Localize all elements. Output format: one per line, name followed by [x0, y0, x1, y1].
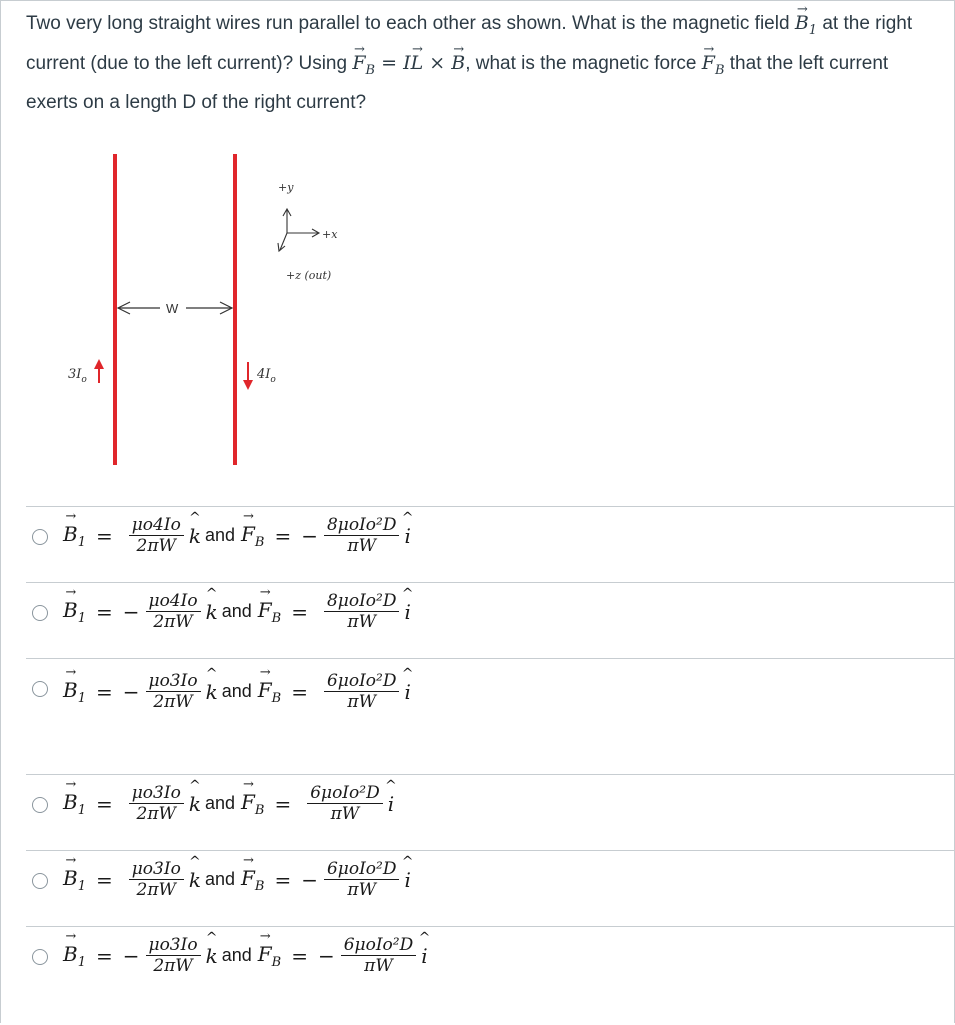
left-current-arrow-icon [94, 359, 104, 383]
answer-radio[interactable] [32, 873, 48, 889]
right-current-arrow-icon [243, 362, 253, 390]
b1-symbol: → $B_1$ [795, 12, 817, 34]
answer-option[interactable] [26, 774, 955, 851]
answer-option[interactable] [26, 658, 955, 775]
left-current-label: $3I_o$ [68, 367, 87, 385]
question-end: that the left current exerts on a length D of the right current? [26, 52, 889, 113]
answer-equation: → $B_1$ = $\frac{\mu o4Io}{2\pi W}$ ^ k and → $F_B$ = − $\frac{\text{8μoIo²D}}{\pi W}$ ^ i [63, 515, 411, 556]
answer-equation: → $B_1$ = − $\frac{\mu o3Io}{2\pi W}$ ^ k and → $F_B$ = − $\frac{\text{6μoIo²D}}{\pi W}$ ^ i [63, 935, 428, 976]
answer-radio[interactable] [32, 605, 48, 621]
question-intro: Two very long straight wires run parallel to each other as shown. What is the magnetic field [26, 13, 790, 34]
axis-x-label: +x [322, 228, 338, 241]
right-current-label: $4I_o$ [257, 367, 276, 385]
answer-equation: → $B_1$ = − $\frac{\mu o3Io}{2\pi W}$ ^ k and → $F_B$ = $\frac{\text{6μoIo²D}}{\pi W}$ ^ i [63, 671, 411, 712]
answer-equation: → $B_1$ = $\frac{\mu o3Io}{2\pi W}$ ^ k and → $F_B$ = − $\frac{\text{6μoIo²D}}{\pi W}$ ^ i [63, 859, 411, 900]
answer-radio[interactable] [32, 797, 48, 813]
axes-icon [278, 209, 319, 251]
answer-equation: → $B_1$ = $\frac{\mu o3Io}{2\pi W}$ ^ k and → $F_B$ = $\frac{\text{6μoIo²D}}{\pi W}$ ^ i [63, 783, 394, 824]
wire-diagram [0, 140, 420, 480]
answer-option[interactable] [26, 582, 955, 659]
answer-radio[interactable] [32, 681, 48, 697]
force-formula: → $F_B = I\to L$ × → B [352, 52, 465, 74]
answer-equation: → $B_1$ = − $\frac{\mu o4Io}{2\pi W}$ ^ k and → $F_B$ = $\frac{\text{8μoIo²D}}{\pi W}$ ^ i [63, 591, 411, 632]
answer-radio[interactable] [32, 529, 48, 545]
question-mid2: , what is the magnetic force [465, 52, 697, 74]
answer-option[interactable] [26, 506, 955, 583]
answer-option[interactable] [26, 850, 955, 927]
answer-option[interactable] [26, 926, 955, 1025]
axis-y-label: +y [278, 181, 294, 194]
question-mid1: at the right current (due to the left current)? Using [26, 13, 913, 74]
fb-symbol: → $F_B$ [702, 52, 725, 74]
answer-radio[interactable] [32, 949, 48, 965]
axis-z-label: +z (out) [286, 269, 332, 282]
width-label: W [166, 301, 179, 316]
question-text [26, 7, 931, 119]
